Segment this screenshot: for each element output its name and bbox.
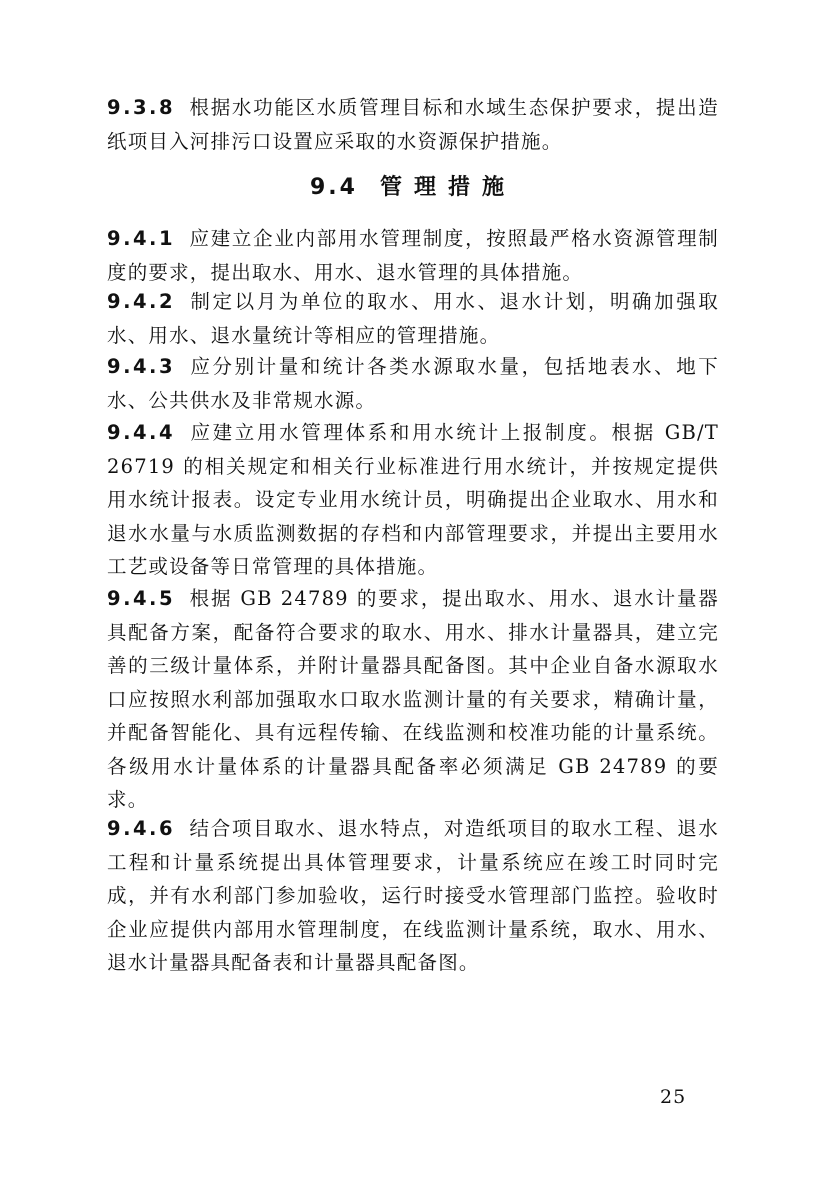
clause-number: 9.4.4 [107,421,176,444]
clause-number: 9.4.5 [107,587,176,610]
clause-text: 制定以月为单位的取水、用水、退水计划，明确加强取水、用水、退水量统计等相应的管理措施。 [107,290,719,347]
clause-text: 结合项目取水、退水特点，对造纸项目的取水工程、退水工程和计量系统提出具体管理要求，计量系统应在竣工时同时完成，并有水利部门参加验收，运行时接受水管理部门监控。验收时企业应提供内部用水管理制度，在线监测计量系统，取水、用水、退水计量器具配备表和计量器具配备图。 [107,817,719,974]
clause-9-4-4 [107,416,719,584]
page-number: 25 [660,1086,687,1108]
clause-text: 应分别计量和统计各类水源取水量，包括地表水、地下水、公共供水及非常规水源。 [107,355,719,412]
clause-text: 根据 GB 24789 的要求，提出取水、用水、退水计量器具配备方案，配备符合要求的取水、用水、排水计量器具，建立完善的三级计量体系，并附计量器具配备图。其中企业自备水源取水口应按照水利部加强取水口取水监测计量的有关要求，精确计量，并配备智能化、具有远程传输、在线监测和校准功能的计量系统。各级用水计量体系的计量器具配备率必须满足 GB 24789 的要求。 [107,587,719,811]
section-title: 管理措施 [379,174,516,200]
clause-9-4-1 [107,222,719,289]
clause-9-4-6 [107,812,719,980]
section-number: 9.4 [310,175,358,200]
clause-text: 根据水功能区水质管理目标和水域生态保护要求，提出造纸项目入河排污口设置应采取的水资源保护措施。 [107,96,719,153]
clause-number: 9.4.1 [107,227,176,250]
clause-number: 9.4.3 [107,355,176,378]
clause-number: 9.4.6 [107,817,176,840]
clause-text: 应建立企业内部用水管理制度，按照最严格水资源管理制度的要求，提出取水、用水、退水管理的具体措施。 [107,227,719,284]
clause-9-4-3 [107,350,719,417]
clause-9-4-2 [107,285,719,352]
clause-9-4-5 [107,582,719,817]
clause-number: 9.4.2 [107,290,176,313]
clause-number: 9.3.8 [107,96,176,119]
clause-9-3-8 [107,91,719,158]
section-heading [107,170,719,205]
clause-text: 应建立用水管理体系和用水统计上报制度。根据 GB/T 26719 的相关规定和相关行业标准进行用水统计，并按规定提供用水统计报表。设定专业用水统计员，明确提出企业取水、用水和退水水量与水质监测数据的存档和内部管理要求，并提出主要用水工艺或设备等日常管理的具体措施。 [107,421,719,578]
